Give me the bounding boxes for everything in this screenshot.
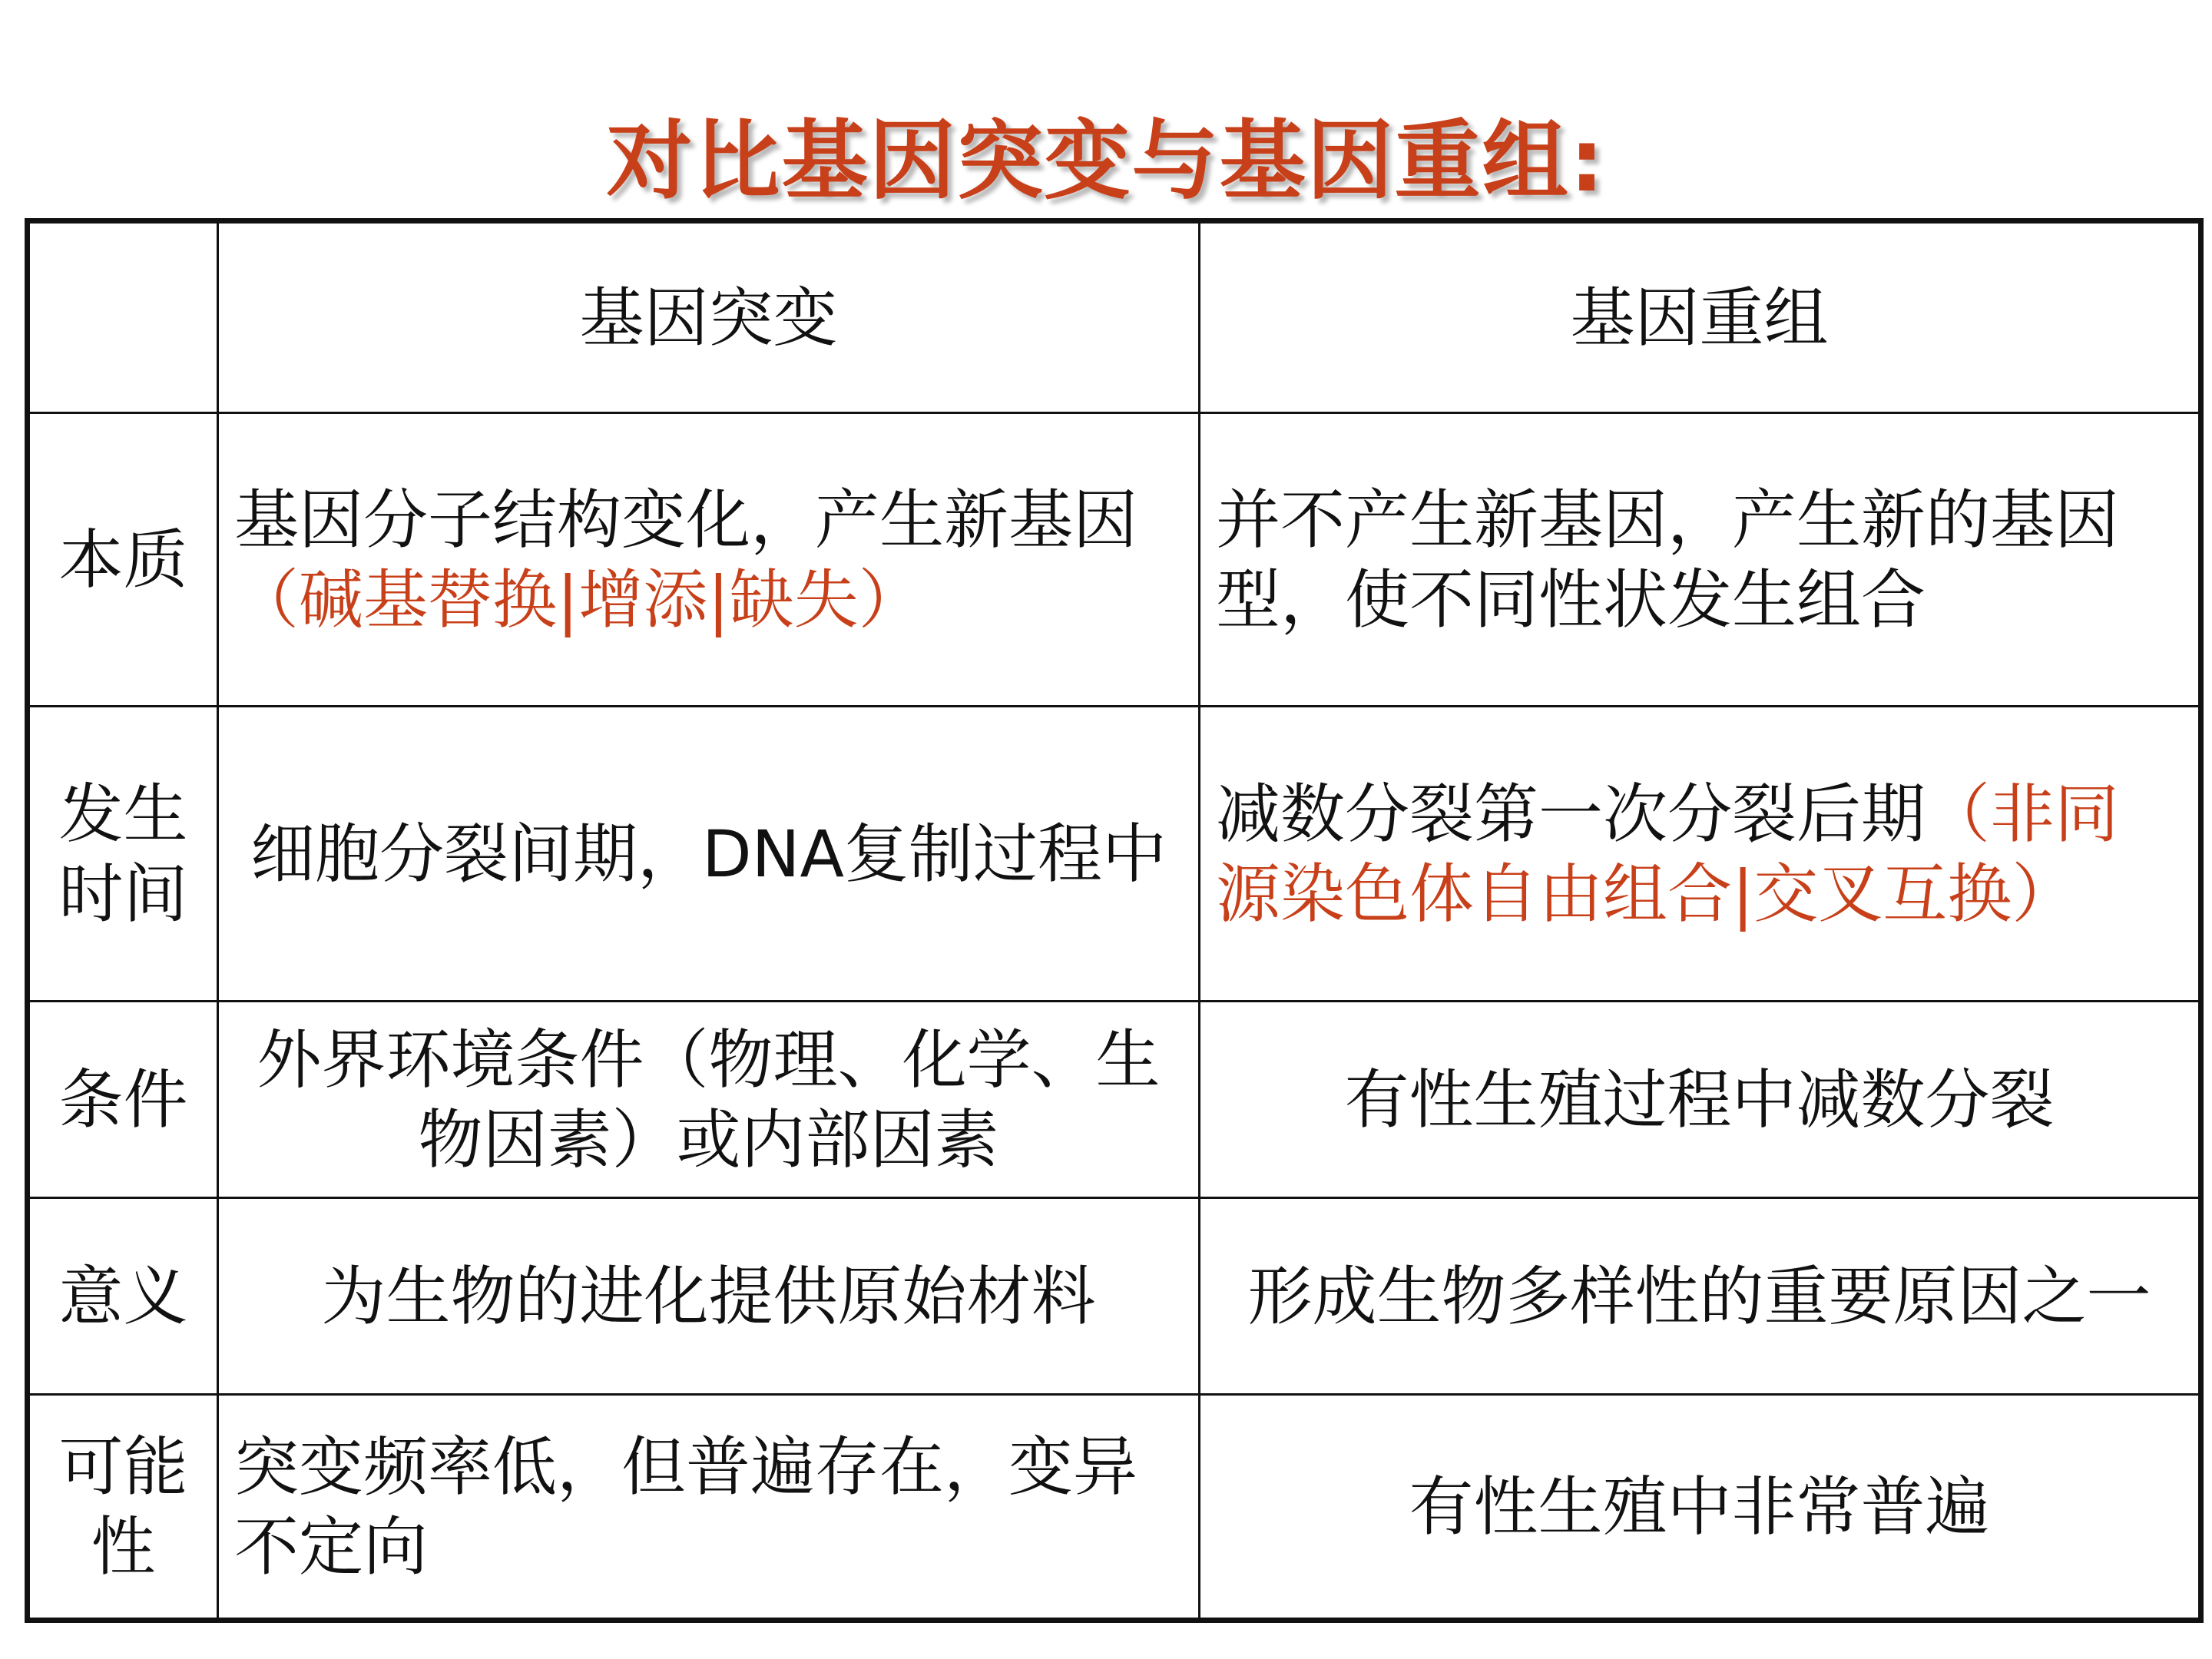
- table-row-likelihood: [28, 1395, 2201, 1621]
- recombination-timing-emphasis: （非同源染色体自由组合|交叉互换）: [1216, 776, 2120, 932]
- mutation-conditions-cell: [218, 1002, 1200, 1198]
- recombination-essence-cell: [1200, 413, 2201, 707]
- row-label-conditions: 条件: [28, 1002, 218, 1198]
- mutation-significance-text: 为生物的进化提供原始材料: [321, 1258, 1096, 1334]
- table-row-significance: [28, 1198, 2201, 1395]
- row-label-likelihood: 可能性: [28, 1395, 218, 1621]
- corner-header-cell: [28, 221, 218, 413]
- mutation-timing-cell: [218, 707, 1200, 1002]
- table-header-row: [28, 221, 2201, 413]
- table-row-timing: [28, 707, 2201, 1002]
- mutation-significance-cell: [218, 1198, 1200, 1395]
- row-label-significance: 意义: [28, 1198, 218, 1395]
- recombination-conditions-text: 有性生殖过程中减数分裂: [1344, 1061, 2055, 1137]
- recombination-conditions-cell: [1200, 1002, 2201, 1198]
- row-label-essence: 本质: [28, 413, 218, 707]
- comparison-table: [25, 218, 2204, 1623]
- mutation-timing-text: 细胞分裂间期，DNA复制过程中: [250, 816, 1167, 892]
- slide-title: 对比基因突变与基因重组:: [606, 111, 1606, 211]
- recombination-likelihood-text: 有性生殖中非常普遍: [1409, 1469, 1990, 1545]
- recombination-timing-text: 减数分裂第一次分裂后期: [1216, 776, 1926, 852]
- recombination-likelihood-cell: [1200, 1395, 2201, 1621]
- table-row-conditions: [28, 1002, 2201, 1198]
- recombination-significance-text: 形成生物多样性的重要原因之一: [1247, 1258, 2151, 1334]
- mutation-conditions-text: 外界环境条件（物理、化学、生物因素）或内部因素: [257, 1022, 1161, 1177]
- row-label-timing: 发生时间: [28, 707, 218, 1002]
- recombination-timing-cell: [1200, 707, 2201, 1002]
- mutation-essence-text: 基因分子结构变化，产生新基因: [234, 482, 1138, 558]
- table-row-essence: [28, 413, 2201, 707]
- header-gene-recombination: 基因重组: [1200, 221, 2201, 413]
- header-gene-mutation: 基因突变: [218, 221, 1200, 413]
- recombination-significance-cell: [1200, 1198, 2201, 1395]
- mutation-essence-cell: [218, 413, 1200, 707]
- mutation-likelihood-cell: [218, 1395, 1200, 1621]
- mutation-likelihood-text: 突变频率低，但普遍存在，变异不定向: [234, 1429, 1138, 1584]
- mutation-essence-emphasis: （碱基替换|增添|缺失）: [234, 561, 923, 637]
- recombination-essence-text: 并不产生新基因，产生新的基因型，使不同性状发生组合: [1216, 482, 2120, 637]
